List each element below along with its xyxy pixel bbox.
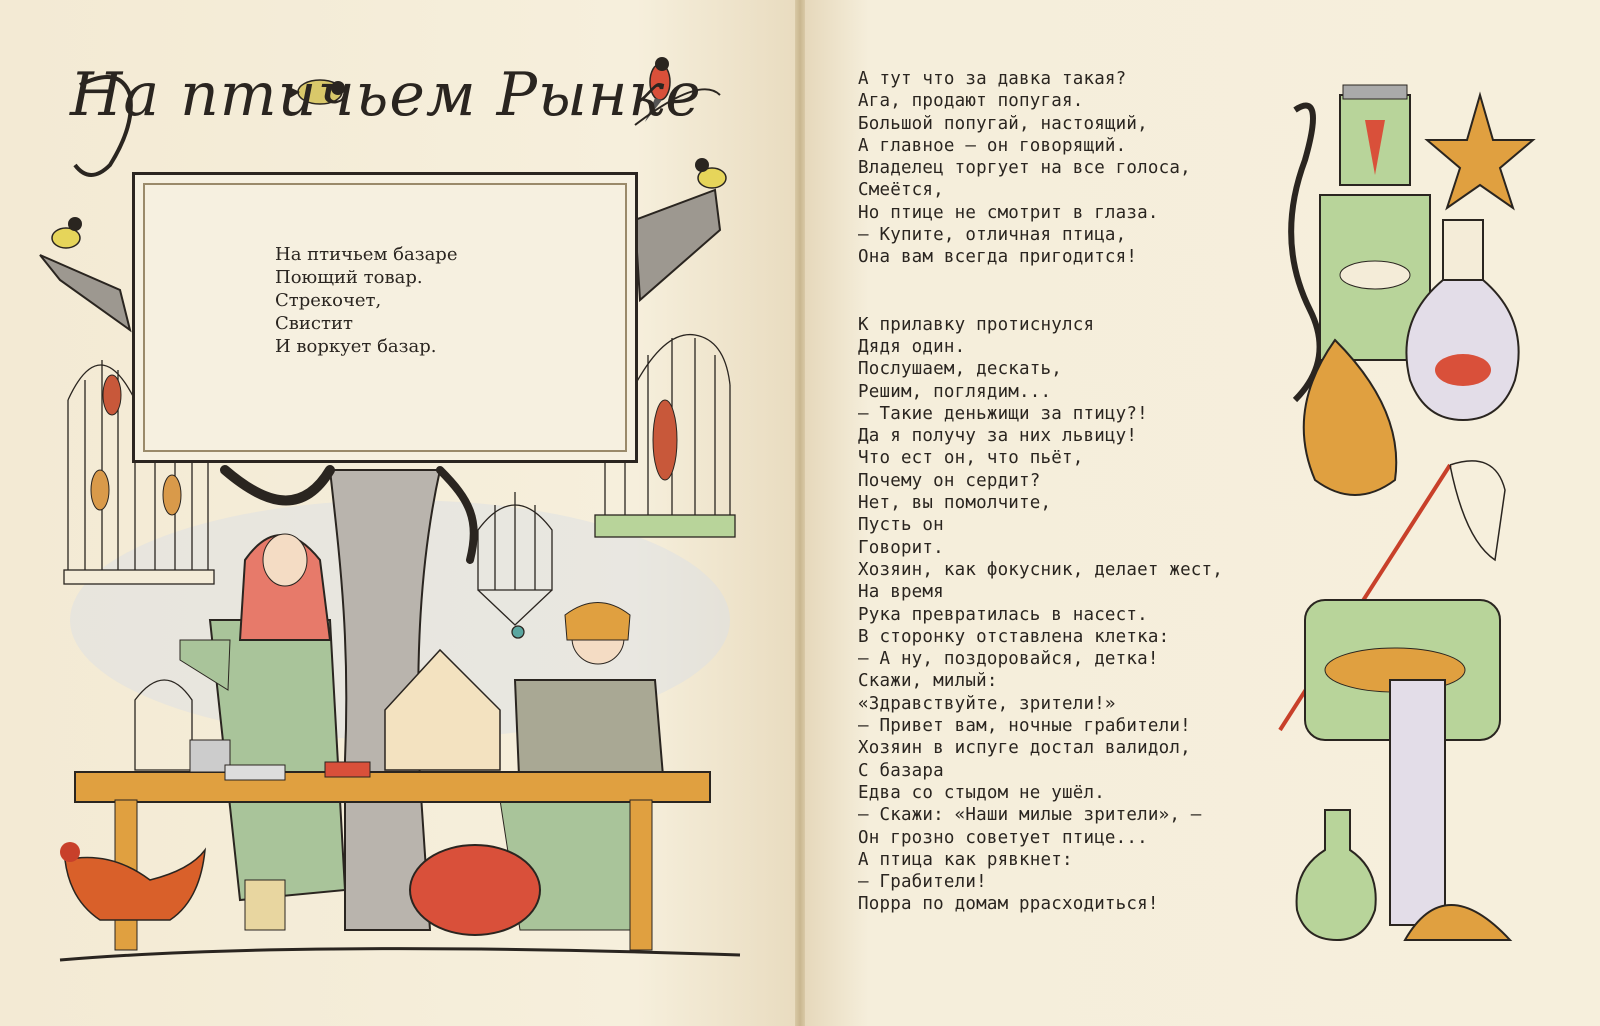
stanza-1 <box>858 68 1223 269</box>
poem-line: Хозяин в испуге достал валидол, <box>858 738 1191 759</box>
poem-line: В сторонку отставлена клетка: <box>858 626 1170 647</box>
poem-line: На время <box>858 582 944 603</box>
poem-line: Послушаем, дескать, <box>858 359 1062 380</box>
poem-line: С базара <box>858 760 944 781</box>
poem-line: Владелец торгует на все голоса, <box>858 158 1191 179</box>
poem-line: Говорит. <box>858 537 944 558</box>
poem-line: Почему он сердит? <box>858 470 1041 491</box>
poem-line: А тут что за давка такая? <box>858 69 1127 89</box>
poem-line: А главное — он говорящий. <box>858 135 1127 156</box>
poem-line: Дядя один. <box>858 336 966 357</box>
poem-line: Едва со стыдом не ушёл. <box>858 782 1105 803</box>
poem-line: Ага, продают попугая. <box>858 91 1084 112</box>
poem-line: Что ест он, что пьёт, <box>858 448 1084 469</box>
poem-line: Скажи, милый: <box>858 671 998 692</box>
poem-line: Большой попугай, настоящий, <box>858 113 1148 134</box>
poem-box <box>132 172 638 463</box>
poem-line: — Привет вам, ночные грабители! <box>858 716 1191 737</box>
poem-line: — Такие деньжищи за птицу?! <box>858 403 1148 424</box>
vase-icon <box>1297 810 1376 940</box>
poem-line: — А ну, поздоровайся, детка! <box>858 649 1159 670</box>
poem-line: Но птице не смотрит в глаза. <box>858 202 1159 223</box>
page-title: На птичьем Рынке <box>70 60 702 130</box>
poem-line: Рука превратилась в насест. <box>858 604 1148 625</box>
poem-line: «Здравствуйте, зрители!» <box>858 693 1116 714</box>
right-page-poem <box>858 68 1223 916</box>
poem-line: Он грозно советует птице... <box>858 827 1148 848</box>
book-gutter <box>795 0 805 1026</box>
poem-line: Стрекочет, <box>275 290 382 311</box>
poem-line: Нет, вы помолчите, <box>858 493 1052 514</box>
starfish-icon <box>1427 95 1533 208</box>
poem-line: Она вам всегда пригодится! <box>858 247 1138 268</box>
poem-line: И воркует базар. <box>275 336 437 357</box>
stanza-2 <box>858 314 1223 916</box>
poem-line: Да я получу за них львицу! <box>858 426 1138 447</box>
poem-line: На птичьем базаре <box>275 244 458 265</box>
poem-line: А птица как рявкнет: <box>858 849 1073 870</box>
poem-line: Решим, поглядим... <box>858 381 1052 402</box>
poem-line: Свистит <box>275 313 353 334</box>
poem-line: Порра по домам ррасходиться! <box>858 894 1159 915</box>
poem-lines <box>275 243 457 358</box>
poem-line: Смеётся, <box>858 180 944 201</box>
poem-line: Хозяин, как фокусник, делает жест, <box>858 559 1224 580</box>
poem-line: — Купите, отличная птица, <box>858 225 1127 246</box>
poem-line: Поющий товар. <box>275 267 423 288</box>
poem-line: К прилавку протиснулся <box>858 314 1095 335</box>
decorative-column <box>1265 80 1555 950</box>
poem-line: Пусть он <box>858 515 944 536</box>
jar-icon <box>1340 85 1410 185</box>
poem-line: — Грабители! <box>858 872 987 893</box>
poem-line: — Скажи: «Наши милые зрители», — <box>858 805 1202 826</box>
bird-icon <box>52 217 82 248</box>
